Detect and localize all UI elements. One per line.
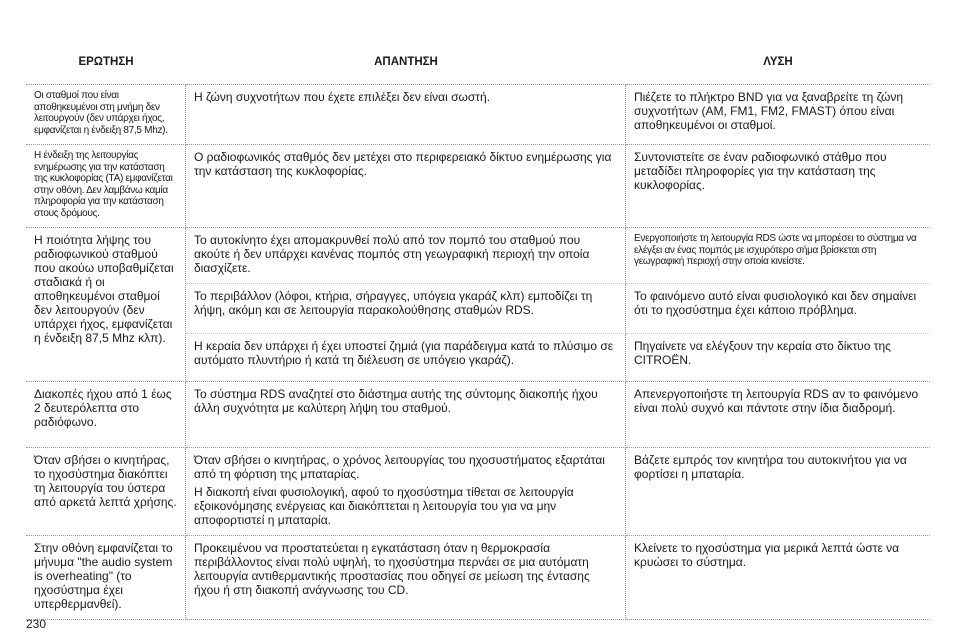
page-number: 230	[26, 617, 47, 631]
solution-cell: Πηγαίνετε να ελέγξουν την κεραία στο δίκτυο της CITROËN.	[626, 334, 930, 382]
solution-cell: Βάζετε εμπρός τον κινητήρα του αυτοκινήτου για να φορτίσει η μπαταρία.	[626, 448, 930, 536]
answer-paragraph: Όταν σβήσει ο κινητήρας, ο χρόνος λειτουργίας του ηχοσυστήματος εξαρτάται από τη φόρτιση της μπαταρίας.	[194, 453, 605, 481]
question-cell: Η ποιότητα λήψης του ραδιοφωνικού σταθμού που ακούω υποβαθμίζεται σταδιακά ή οι αποθηκευμένοι σταθμοί δεν λειτουργούν (δεν υπάρχει ήχος, εμφανίζεται η ένδειξη 87,5 Mhz κλπ).	[26, 228, 186, 382]
answer-cell: Η κεραία δεν υπάρχει ή έχει υποστεί ζημιά (για παράδειγμα κατά το πλύσιμο σε αυτόματο πλυντήριο ή κατά τη διέλευση σε υπόγειο γκαράζ).	[186, 334, 626, 382]
table-row	[26, 448, 930, 536]
table-row	[26, 228, 930, 284]
answer-cell: Ο ραδιοφωνικός σταθμός δεν μετέχει στο περιφερειακό δίκτυο ενημέρωσης για την κατάσταση της κυκλοφορίας.	[186, 145, 626, 228]
answer-cell: Το περιβάλλον (λόφοι, κτήρια, σήραγγες, υπόγεια γκαράζ κλπ) εμποδίζει τη λήψη, ακόμη και σε λειτουργία παρακολούθησης σταθμών RDS.	[186, 284, 626, 334]
troubleshooting-table-page	[26, 40, 930, 620]
solution-cell: Κλείνετε το ηχοσύστημα για μερικά λεπτά ώστε να κρυώσει το σύστημα.	[626, 536, 930, 620]
solution-cell: Απενεργοποιήστε τη λειτουργία RDS αν το φαινόμενο είναι πολύ συχνό και πάντοτε στην ίδια διαδρομή.	[626, 382, 930, 448]
answer-cell	[186, 448, 626, 536]
question-cell: Στην οθόνη εμφανίζεται το μήνυμα "the audio system is overheating" (το ηχοσύστημα έχει υπερθερμανθεί).	[26, 536, 186, 620]
question-cell: Όταν σβήσει ο κινητήρας, το ηχοσύστημα διακόπτει τη λειτουργία του ύστερα από αρκετά λεπτά χρήσης.	[26, 448, 186, 536]
answer-cell: Προκειμένου να προστατεύεται η εγκατάσταση όταν η θερμοκρασία περιβάλλοντος είναι πολύ υψηλή, το ηχοσύστημα περνάει σε μια αυτόματη λειτουργία αντιθερμαντικής προστασίας που οδηγεί σε μείωση της έντασης ήχου ή στη διακοπή ανάγνωσης του CD.	[186, 536, 626, 620]
answer-paragraph: Η διακοπή είναι φυσιολογική, αφού το ηχοσύστημα τίθεται σε λειτουργία εξοικονόμησης ενέργειας και διακόπτεται η λειτουργία του για να μην αποφορτιστεί η μπαταρία.	[194, 485, 574, 527]
solution-cell: Το φαινόμενο αυτό είναι φυσιολογικό και δεν σημαίνει ότι το ηχοσύστημα έχει κάποιο πρόβλημα.	[626, 284, 930, 334]
solution-cell: Συντονιστείτε σε έναν ραδιοφωνικό στάθμο που μεταδίδει πληροφορίες για την κατάσταση της κυκλοφορίας.	[626, 145, 930, 228]
answer-cell: Το σύστημα RDS αναζητεί στο διάστημα αυτής της σύντομης διακοπής ήχου άλλη συχνότητα με καλύτερη λήψη του σταθμού.	[186, 382, 626, 448]
solution-cell: Ενεργοποιήστε τη λειτουργία RDS ώστε να μπορέσει το σύστημα να ελέγξει αν ένας πομπός με ισχυρότερο σήμα βρίσκεται στη γεωγραφική περιοχή στην οποία κινείστε.	[626, 228, 930, 284]
header-question: ΕΡΩΤΗΣΗ	[26, 40, 186, 85]
table-row	[26, 536, 930, 620]
question-cell: Διακοπές ήχου από 1 έως 2 δευτερόλεπτα στο ραδιόφωνο.	[26, 382, 186, 448]
table-row	[26, 85, 930, 145]
answer-cell: Το αυτοκίνητο έχει απομακρυνθεί πολύ από τον πομπό του σταθμού που ακούτε ή δεν υπάρχει κανένας πομπός στη γεωγραφική περιοχή την οποία διασχίζετε.	[186, 228, 626, 284]
question-cell: Η ένδειξη της λειτουργίας ενημέρωσης για την κατάσταση της κυκλοφορίας (TA) εμφανίζεται στην οθόνη. Δεν λαμβάνω καμία πληροφορία για την κατάσταση στους δρόμους.	[26, 145, 186, 228]
table-row	[26, 382, 930, 448]
header-solution: ΛΥΣΗ	[626, 40, 930, 85]
table-header-row	[26, 40, 930, 85]
question-cell: Οι σταθμοί που είναι αποθηκευμένοι στη μνήμη δεν λειτουργούν (δεν υπάρχει ήχος, εμφανίζεται η ένδειξη 87,5 Mhz).	[26, 85, 186, 145]
answer-cell: Η ζώνη συχνοτήτων που έχετε επιλέξει δεν είναι σωστή.	[186, 85, 626, 145]
header-answer: ΑΠΑΝΤΗΣΗ	[186, 40, 626, 85]
table-row	[26, 145, 930, 228]
troubleshooting-table	[26, 40, 930, 620]
solution-cell: Πιέζετε το πλήκτρο BND για να ξαναβρείτε τη ζώνη συχνοτήτων (AM, FM1, FM2, FMAST) όπου είναι αποθηκευμένοι οι σταθμοί.	[626, 85, 930, 145]
